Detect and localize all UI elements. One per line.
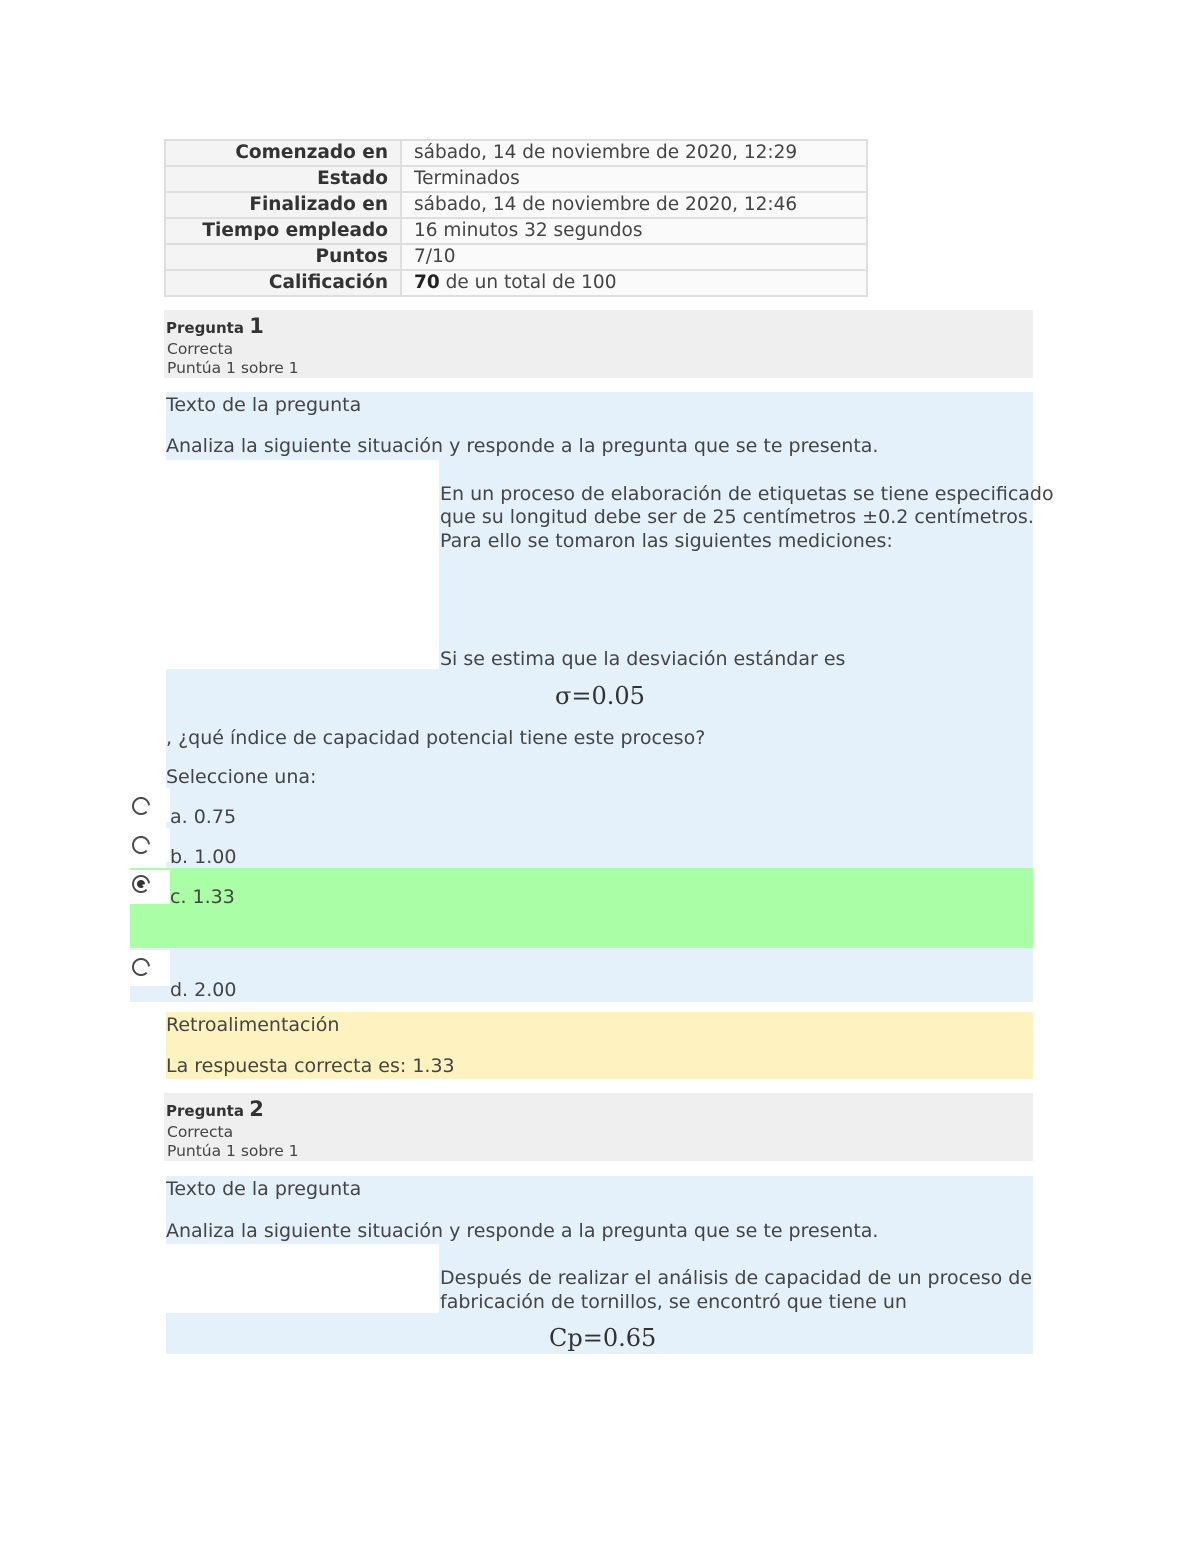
question-word: Pregunta <box>166 319 244 337</box>
question-number: 1 <box>249 314 264 338</box>
attempt-summary-table <box>164 139 868 297</box>
question-status: Correcta <box>167 340 234 358</box>
correct-option-highlight <box>130 868 1033 948</box>
summary-label: Estado <box>165 166 401 192</box>
option-d-label[interactable]: d. 2.00 <box>170 979 237 1001</box>
question-text-heading: Texto de la pregunta <box>166 394 362 416</box>
question-score: Puntúa 1 sobre 1 <box>167 1142 299 1160</box>
summary-label: Finalizado en <box>165 192 401 218</box>
summary-row-points <box>165 244 867 270</box>
option-c-label[interactable]: c. 1.33 <box>170 886 235 908</box>
question-number: 2 <box>249 1097 264 1121</box>
question-text-heading: Texto de la pregunta <box>166 1178 362 1200</box>
question-word: Pregunta <box>166 1102 244 1120</box>
scenario-line-4: Si se estima que la desviación estándar es <box>440 648 846 670</box>
summary-value: sábado, 14 de noviembre de 2020, 12:46 <box>401 192 867 218</box>
question-prompt: , ¿qué índice de capacidad potencial tiene este proceso? <box>166 727 706 749</box>
option-a-label[interactable]: a. 0.75 <box>170 806 237 828</box>
select-one-label: Seleccione una: <box>166 766 317 788</box>
question-1-info <box>164 310 1033 378</box>
summary-row-finished <box>165 192 867 218</box>
scenario-line-1: Después de realizar el análisis de capacidad de un proceso de <box>440 1267 1033 1289</box>
summary-row-state <box>165 166 867 192</box>
summary-value <box>401 270 867 296</box>
summary-row-grade <box>165 270 867 296</box>
question-intro: Analiza la siguiente situación y responde a la pregunta que se te presenta. <box>166 1220 879 1242</box>
scenario-line-2: fabricación de tornillos, se encontró que tiene un <box>440 1291 907 1313</box>
option-b-label[interactable]: b. 1.00 <box>170 846 237 868</box>
question-title <box>166 1097 264 1121</box>
summary-value: 7/10 <box>401 244 867 270</box>
summary-label: Puntos <box>165 244 401 270</box>
question-title <box>166 314 264 338</box>
option-d-area <box>130 948 1033 1002</box>
summary-label: Comenzado en <box>165 140 401 166</box>
question-intro: Analiza la siguiente situación y responde a la pregunta que se te presenta. <box>166 435 879 457</box>
summary-value: Terminados <box>401 166 867 192</box>
summary-value: 16 minutos 32 segundos <box>401 218 867 244</box>
question-2-info <box>164 1093 1033 1161</box>
question-status: Correcta <box>167 1123 234 1141</box>
feedback-heading: Retroalimentación <box>166 1014 340 1036</box>
summary-label: Calificación <box>165 270 401 296</box>
summary-row-started <box>165 140 867 166</box>
question-score: Puntúa 1 sobre 1 <box>167 359 299 377</box>
summary-label: Tiempo empleado <box>165 218 401 244</box>
grade-value: 70 <box>414 272 440 293</box>
summary-row-time <box>165 218 867 244</box>
scenario-line-3: Para ello se tomaron las siguientes mediciones: <box>440 530 893 552</box>
feedback-answer: La respuesta correcta es: 1.33 <box>166 1055 455 1077</box>
scenario-line-2: que su longitud debe ser de 25 centímetros ±0.2 centímetros. <box>440 506 1034 528</box>
sigma-formula: σ=0.05 <box>555 682 645 710</box>
summary-value: sábado, 14 de noviembre de 2020, 12:29 <box>401 140 867 166</box>
scenario-line-1: En un proceso de elaboración de etiquetas se tiene especificado <box>440 483 1054 505</box>
grade-total: de un total de 100 <box>439 272 617 293</box>
cp-formula: Cp=0.65 <box>549 1324 657 1352</box>
